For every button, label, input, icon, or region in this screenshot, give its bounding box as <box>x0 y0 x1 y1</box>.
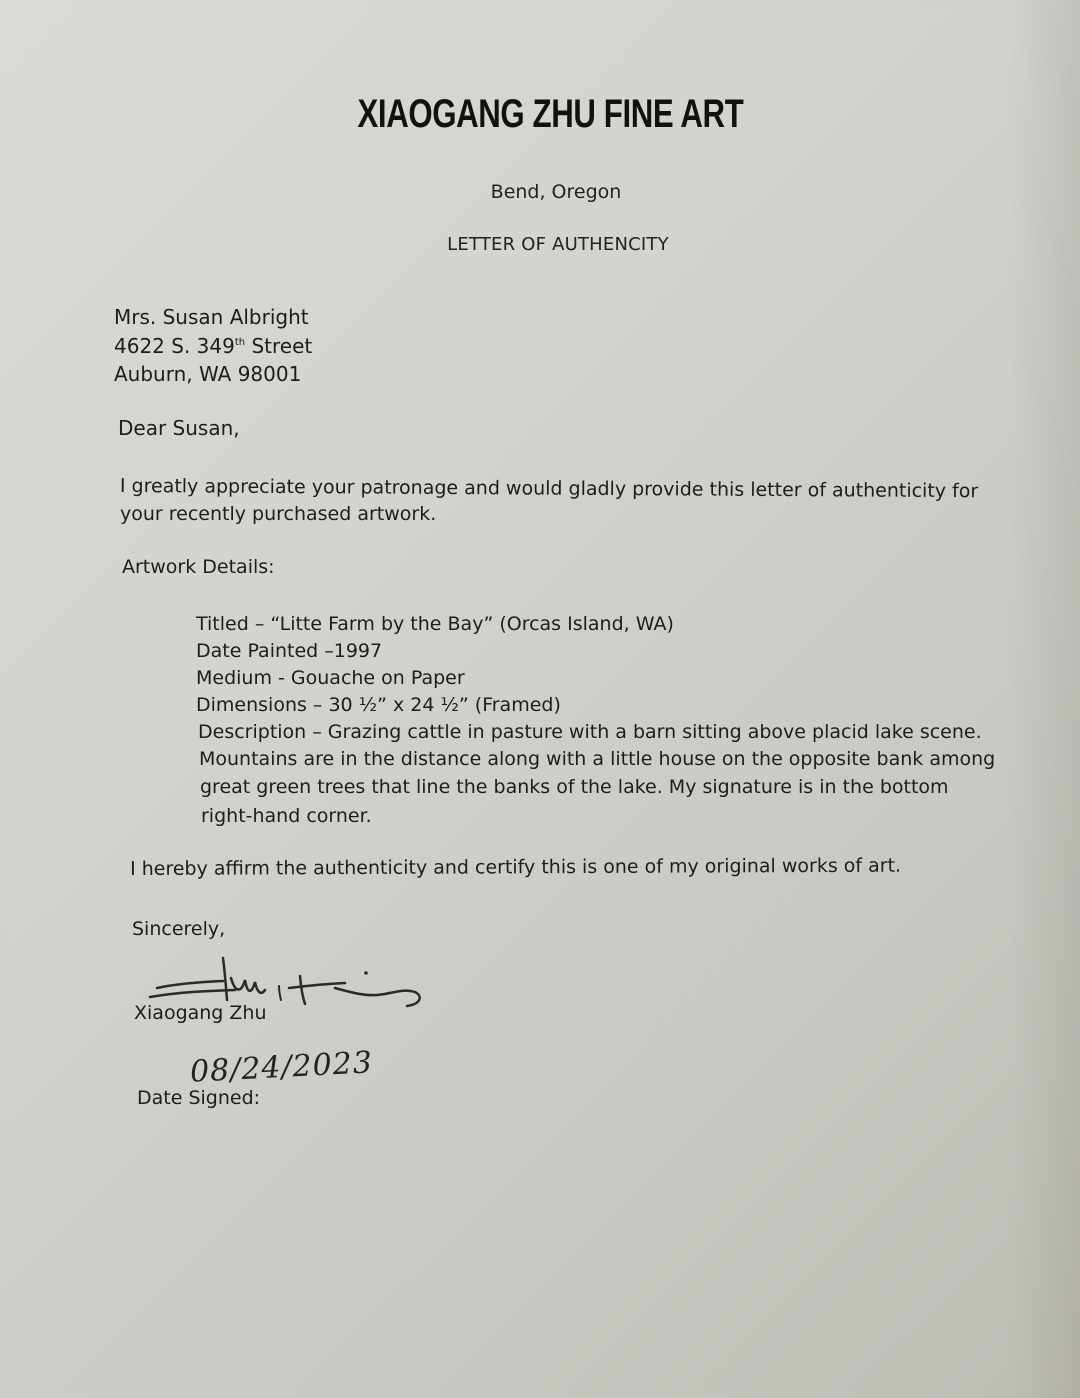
signer-name: Xiaogang Zhu <box>134 1002 267 1024</box>
affirmation: I hereby affirm the authenticity and certify this is one of my original works of art. <box>130 854 902 880</box>
detail-medium: Medium - Gouache on Paper <box>196 667 465 689</box>
details-heading: Artwork Details: <box>122 556 275 578</box>
company-location: Bend, Oregon <box>490 181 622 203</box>
closing: Sincerely, <box>132 918 226 940</box>
intro-line: your recently purchased artwork. <box>120 503 437 525</box>
street-name: Street <box>251 334 313 358</box>
recipient-name: Mrs. Susan Albright <box>114 305 309 329</box>
recipient-city: Auburn, WA 98001 <box>114 362 302 386</box>
detail-description: Mountains are in the distance along with a little house on the opposite bank among <box>199 748 996 770</box>
salutation: Dear Susan, <box>118 416 240 440</box>
paper-shadow <box>1010 0 1080 1398</box>
detail-description: right-hand corner. <box>201 805 372 827</box>
detail-description: Description – Grazing cattle in pasture with a barn sitting above placid lake scene. <box>198 721 982 743</box>
detail-dimensions: Dimensions – 30 ½” x 24 ½” (Framed) <box>196 694 561 716</box>
date-signed-handwritten: 08/24/2023 <box>189 1045 374 1090</box>
intro-line: I greatly appreciate your patronage and would gladly provide this letter of authenticity for <box>119 475 979 503</box>
document-type: LETTER OF AUTHENCITY <box>447 234 669 255</box>
recipient-street <box>114 334 312 358</box>
detail-date-painted: Date Painted –1997 <box>196 640 383 662</box>
company-name: XIAOGANG ZHU FINE ART <box>357 92 744 136</box>
date-signed-label: Date Signed: <box>137 1087 261 1109</box>
detail-title: Titled – “Litte Farm by the Bay” (Orcas Island, WA) <box>196 613 674 635</box>
street-number: 4622 S. 349 <box>114 334 235 358</box>
street-suffix: th <box>234 337 246 348</box>
detail-description: great green trees that line the banks of the lake. My signature is in the bottom <box>200 776 949 798</box>
